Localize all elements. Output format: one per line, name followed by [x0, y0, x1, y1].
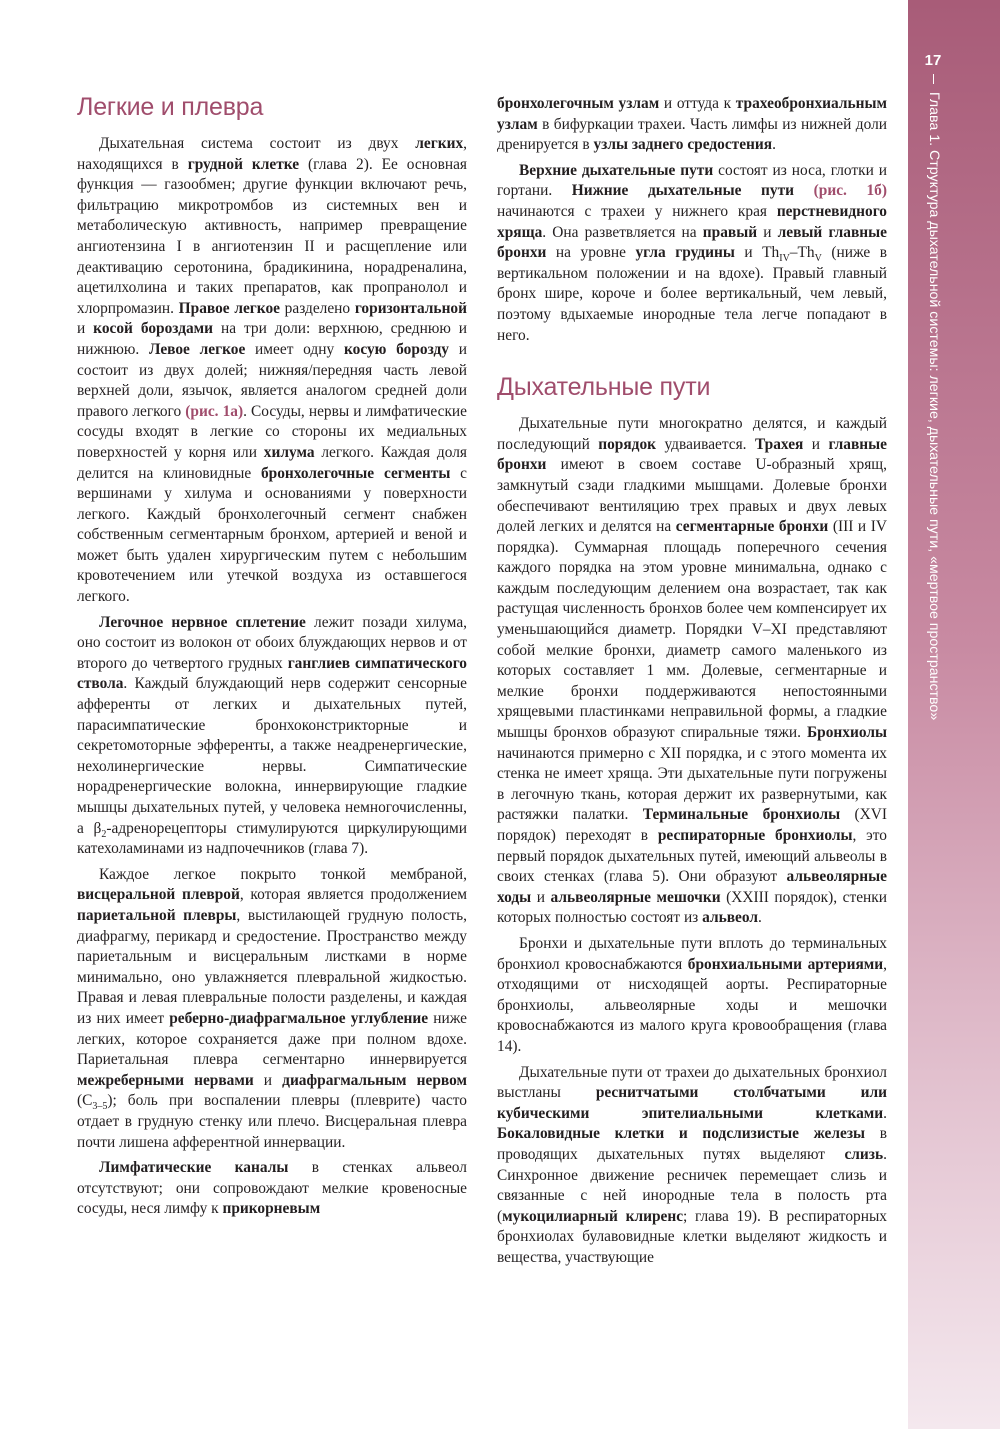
paragraph-lungs-intro: Дыхательная система состоит из двух легких, находящихся в грудной клетке (глава 2). Ее основная функция — газообмен; другие функции включают речь, фильтрацию микротромбов из системных вен и метаболическую активность, например превращение ангиотензина I в ангиотензин II и расщепление или деактивацию серотонина, брадикинина, норадреналина, ацетилхолина и таких препаратов, как пропранолол и хлорпромазин. Правое легкое разделено горизонтальной и косой бороздами на три доли: верхнюю, среднюю и нижнюю. Левое легкое имеет одну косую борозду и состоит из двух долей; нижняя/передняя часть левой верхней доли, язычок, является аналогом средней доли правого легкого (рис. 1а). Сосуды, нервы и лимфатические сосуды входят в легкие со стороны их медиальных поверхностей у корня или хилума легкого. Каждая доля делится на клиновидные бронхолегочные сегменты с вершинами у хилума и основаниями у поверхности легкого. Каждый бронхолегочный сегмент снабжен собственным сегментарным бронхом, артерией и веной и может быть удален хирургическим путем с небольшим кровотечением или утечкой воздуха из оставшегося легкого.	[77, 135, 468, 606]
paragraph-pulmonary-plexus: Легочное нервное сплетение лежит позади хилума, оно состоит из волокон от обоих блуждающих нервов и от второго до четвертого грудных ганглиев симпатического ствола. Каждый блуждающий нерв содержит сенсорные афференты от легких и дыхательных путей, парасимпатические бронхоконстрикторные и секретомоторные эфференты, а также неадренергические, нехолинергические нервы. Симпатические норадренергические волокна, иннервирующие гладкие мышцы дыхательных путей, у человека немногочисленны, а $\beta_2$-адренорецепторы стимулируются циркулирующими катехоламинами из надпочечников (глава 7).	[77, 613, 467, 858]
paragraph-bronchial-blood-supply: Бронхи и дыхательные пути вплоть до терминальных бронхиол кровоснабжаются бронхиальными артериями, отходящими от нисходящей аорты. Респираторные бронхиолы, альвеолярные ходы и мешочки кровоснабжаются из малого круга кровообращения (глава 14).	[497, 934, 887, 1055]
figure-ref-1a[interactable]: (рис. 1а)	[185, 402, 244, 420]
figure-ref-1b[interactable]: (рис. 1б)	[813, 182, 887, 200]
left-column	[77, 92, 467, 1220]
chapter-title: Глава 1. Структура дыхательной системы: легкие, дыхательные пути, «мертвое пространство»	[926, 92, 942, 721]
paragraph-airway-branching: Дыхательные пути многократно делятся, и каждый последующий порядок удваивается. Трахея и главные бронхи имеют в своем составе U-образный хрящ, замкнутый сзади гладкими мышцами. Долевые бронхи обеспечивают вентиляцию трех правых и двух левых долей легких и делятся на сегментарные бронхи (III и IV порядка). Суммарная площадь поперечного сечения каждого порядка на этом уровне минимальна, однако с каждым последующим делением она возрастает, так как растущая численность бронхов более чем компенсирует их уменьшающийся диаметр. Порядки V–XI представляют собой мелкие бронхи, диаметр самого маленького из которых составляет 1 мм. Долевые, сегментарные и мелкие бронхи поддерживаются непостоянными хрящевыми пластинками неправильной формы, а гладкие мышцы бронхов образуют спиральные тяжи. Бронхиолы начинаются примерно с XII порядка, и с этого момента их стенка не имеет хряща. Эти дыхательные пути погружены в легочную ткань, которая держит их развернутыми, как растяжки палатки. Терминальные бронхиолы (XVI порядок) переходят в респираторные бронхиолы, это первый порядок дыхательных путей, имеющий альвеолы в своих стенках (глава 5). Они образуют альвеолярные ходы и альвеолярные мешочки (XXIII порядок), стенки которых полностью состоят из альвеол.	[497, 415, 888, 927]
chapter-sidebar	[908, 0, 1000, 1429]
paragraph-airway-epithelium: Дыхательные пути от трахеи до дыхательных бронхиол выстланы реснитчатыми столбчатыми или кубическими эпителиальными клетками. Бокаловидные клетки и подслизистые железы в проводящих дыхательных путях выделяют слизь. Синхронное движение ресничек перемещает слизь и связанные с ней инородные тела в полость рта (мукоцилиарный клиренс; глава 19). В респираторных бронхиолах булавовидные клетки выделяют жидкость и вещества, участвующие	[497, 1063, 887, 1266]
section-heading-airways: Дыхательные пути	[497, 373, 711, 402]
paragraph-lymphatics: Лимфатические каналы в стенках альвеол отсутствуют; они сопровождают мелкие кровеносные сосуды, неся лимфу к прикорневым	[77, 1159, 467, 1218]
paragraph-upper-lower-airways: Верхние дыхательные пути состоят из носа, глотки и гортани. Нижние дыхательные пути (рис. 1б) начинаются с трахеи у нижнего края перстневидного хряща. Она разветвляется на правый и левый главные бронхи на уровне угла грудины и $Th_{IV}-Th_V$ (ниже в вертикальном положении и на вдохе). Правый главный бронх шире, короче и более вертикальный, чем левый, поэтому вдыхаемые инородные тела легче попадают в него.	[497, 161, 888, 344]
right-column	[497, 94, 887, 1268]
paragraph-lymph-nodes-continued: бронхолегочным узлам и оттуда к трахеобронхиальным узлам в бифуркации трахеи. Часть лимфы из нижней доли дренируется в узлы заднего средостения.	[497, 95, 887, 154]
paragraph-pleura: Каждое легкое покрыто тонкой мембраной, висцеральной плеврой, которая является продолжением париетальной плевры, выстилающей грудную полость, диафрагму, перикард и средостение. Пространство между париетальным и висцеральным листками в норме минимально, оно увлажняется плевральной жидкостью. Правая и левая плевральные полости разделены, и каждая из них имеет реберно-диафрагмальное углубление ниже легких, которое сохраняется даже при полном вдохе. Париетальная плевра сегментарно иннервируется межреберными нервами и диафрагмальным нервом $(C_{3-5})$; боль при воспалении плевры (плеврите) часто отдает в грудную стенку или плечо. Висцеральная плевра почти лишена афферентной иннервации.	[77, 865, 467, 1151]
page-number: 17	[924, 52, 942, 69]
page-number-rule	[933, 74, 934, 84]
section-heading-lungs: Легкие и плевра	[77, 93, 264, 121]
